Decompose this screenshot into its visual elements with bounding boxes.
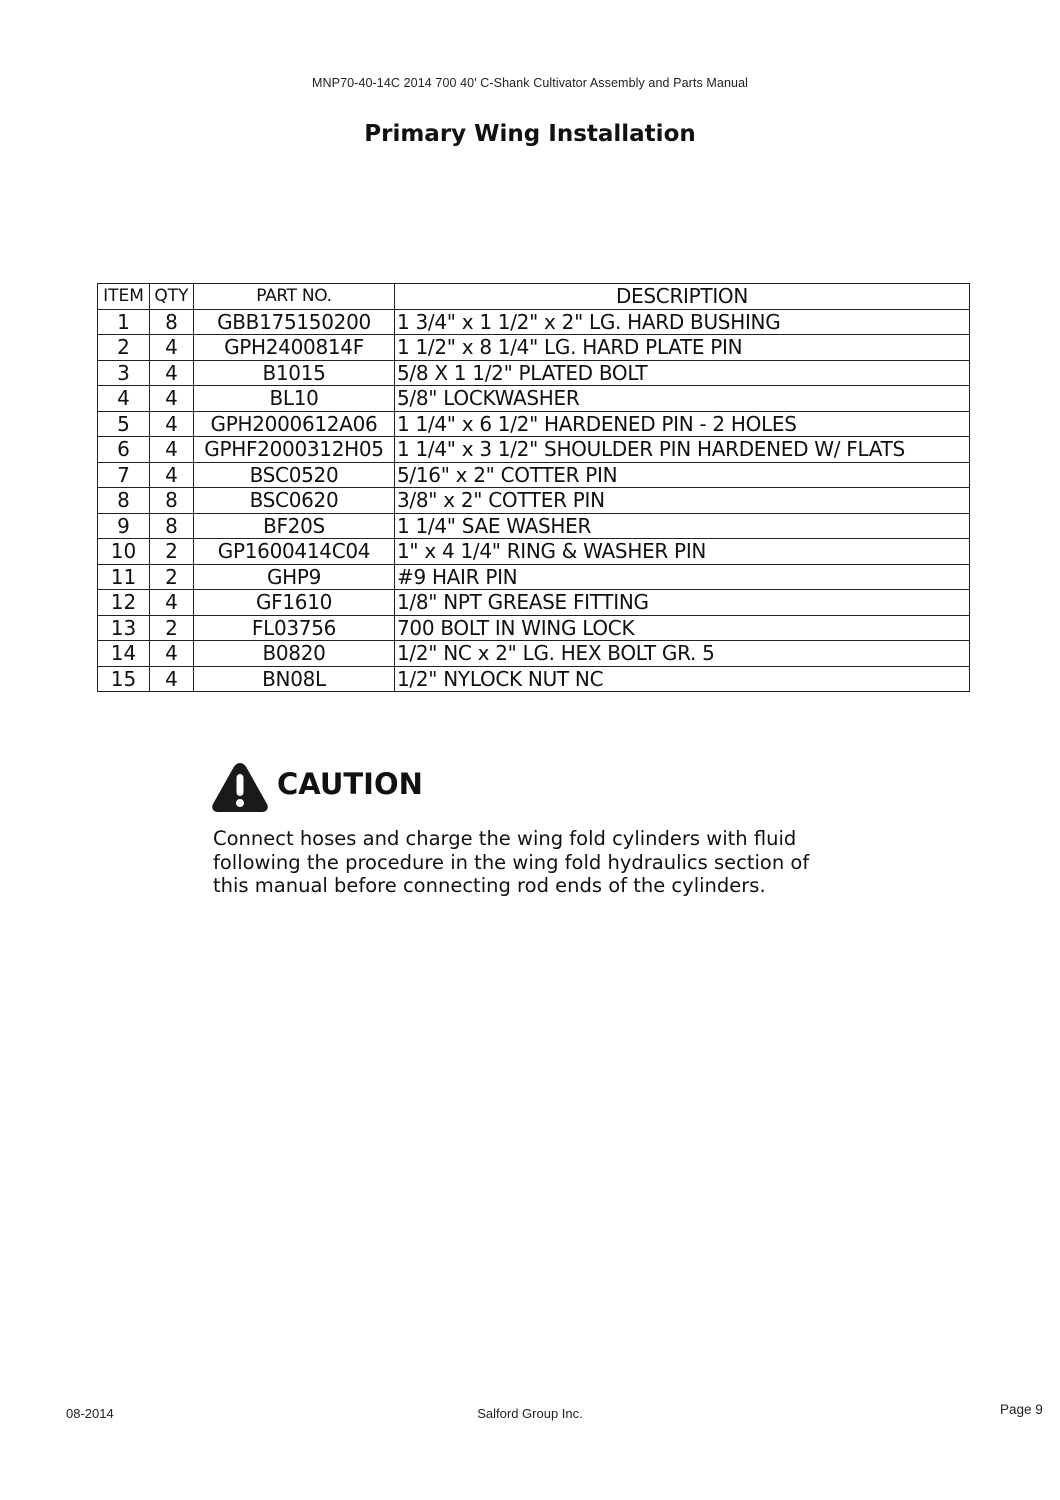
- table-row: [98, 411, 970, 437]
- caution-line: following the procedure in the wing fold hydraulics section of: [213, 850, 810, 874]
- manual-header: MNP70-40-14C 2014 700 40' C-Shank Cultivator Assembly and Parts Manual: [312, 76, 748, 90]
- part-no-cell: GHP9: [194, 564, 395, 590]
- description-cell: 3/8" x 2" COTTER PIN: [395, 488, 970, 514]
- warning-triangle-icon: [210, 760, 270, 814]
- part-no-cell: GPHF2000312H05: [194, 437, 395, 463]
- qty-cell: 8: [150, 488, 194, 514]
- table-row: [98, 564, 970, 590]
- caution-message: [213, 827, 933, 898]
- description-cell: #9 HAIR PIN: [395, 564, 970, 590]
- caution-line: Connect hoses and charge the wing fold cylinders with fluid: [213, 827, 797, 850]
- caution-heading: CAUTION: [277, 767, 423, 801]
- description-cell: 1 3/4" x 1 1/2" x 2" LG. HARD BUSHING: [395, 309, 970, 335]
- table-row: [98, 386, 970, 412]
- part-no-cell: GP1600414C04: [194, 539, 395, 565]
- qty-cell: 4: [150, 641, 194, 667]
- table-row: [98, 666, 970, 692]
- description-cell: 1 1/4" x 3 1/2" SHOULDER PIN HARDENED W/ FLATS: [395, 437, 970, 463]
- parts-table: [97, 283, 970, 692]
- description-cell: 5/8 X 1 1/2" PLATED BOLT: [395, 360, 970, 386]
- part-no-cell: B0820: [194, 641, 395, 667]
- column-header-item: ITEM: [98, 284, 150, 310]
- item-cell: 15: [98, 666, 150, 692]
- description-cell: 5/16" x 2" COTTER PIN: [395, 462, 970, 488]
- table-row: [98, 309, 970, 335]
- qty-cell: 2: [150, 564, 194, 590]
- part-no-cell: GBB175150200: [194, 309, 395, 335]
- table-row: [98, 360, 970, 386]
- part-no-cell: BF20S: [194, 513, 395, 539]
- item-cell: 7: [98, 462, 150, 488]
- part-no-cell: GF1610: [194, 590, 395, 616]
- qty-cell: 4: [150, 386, 194, 412]
- description-cell: 1/2" NC x 2" LG. HEX BOLT GR. 5: [395, 641, 970, 667]
- item-cell: 14: [98, 641, 150, 667]
- item-cell: 11: [98, 564, 150, 590]
- table-row: [98, 539, 970, 565]
- part-no-cell: BN08L: [194, 666, 395, 692]
- item-cell: 9: [98, 513, 150, 539]
- item-cell: 5: [98, 411, 150, 437]
- qty-cell: 4: [150, 462, 194, 488]
- table-header-row: [98, 284, 970, 310]
- item-cell: 13: [98, 615, 150, 641]
- page-title: Primary Wing Installation: [364, 121, 696, 147]
- part-no-cell: BSC0620: [194, 488, 395, 514]
- column-header-description: DESCRIPTION: [395, 284, 970, 310]
- description-cell: 1/2" NYLOCK NUT NC: [395, 666, 970, 692]
- column-header-part-no: PART NO.: [194, 284, 395, 310]
- table-row: [98, 462, 970, 488]
- description-cell: 1/8" NPT GREASE FITTING: [395, 590, 970, 616]
- description-cell: 1" x 4 1/4" RING & WASHER PIN: [395, 539, 970, 565]
- part-no-cell: BL10: [194, 386, 395, 412]
- item-cell: 12: [98, 590, 150, 616]
- table-row: [98, 488, 970, 514]
- item-cell: 8: [98, 488, 150, 514]
- table-row: [98, 437, 970, 463]
- qty-cell: 4: [150, 666, 194, 692]
- item-cell: 10: [98, 539, 150, 565]
- qty-cell: 8: [150, 513, 194, 539]
- part-no-cell: FL03756: [194, 615, 395, 641]
- column-header-qty: QTY: [150, 284, 194, 310]
- item-cell: 4: [98, 386, 150, 412]
- description-cell: 1 1/2" x 8 1/4" LG. HARD PLATE PIN: [395, 335, 970, 361]
- qty-cell: 2: [150, 615, 194, 641]
- item-cell: 3: [98, 360, 150, 386]
- qty-cell: 8: [150, 309, 194, 335]
- description-cell: 1 1/4" x 6 1/2" HARDENED PIN - 2 HOLES: [395, 411, 970, 437]
- part-no-cell: GPH2000612A06: [194, 411, 395, 437]
- footer-page-number: Page 9: [1000, 1402, 1043, 1417]
- footer-date: 08-2014: [66, 1406, 114, 1421]
- part-no-cell: BSC0520: [194, 462, 395, 488]
- description-cell: 1 1/4" SAE WASHER: [395, 513, 970, 539]
- table-row: [98, 335, 970, 361]
- qty-cell: 4: [150, 335, 194, 361]
- footer-company: Salford Group Inc.: [477, 1406, 583, 1421]
- item-cell: 1: [98, 309, 150, 335]
- table-row: [98, 615, 970, 641]
- table-row: [98, 641, 970, 667]
- table-row: [98, 513, 970, 539]
- description-cell: 700 BOLT IN WING LOCK: [395, 615, 970, 641]
- part-no-cell: B1015: [194, 360, 395, 386]
- qty-cell: 4: [150, 437, 194, 463]
- part-no-cell: GPH2400814F: [194, 335, 395, 361]
- qty-cell: 4: [150, 360, 194, 386]
- description-cell: 5/8" LOCKWASHER: [395, 386, 970, 412]
- qty-cell: 4: [150, 411, 194, 437]
- item-cell: 2: [98, 335, 150, 361]
- qty-cell: 2: [150, 539, 194, 565]
- qty-cell: 4: [150, 590, 194, 616]
- table-row: [98, 590, 970, 616]
- item-cell: 6: [98, 437, 150, 463]
- caution-line: this manual before connecting rod ends of the cylinders.: [213, 874, 766, 897]
